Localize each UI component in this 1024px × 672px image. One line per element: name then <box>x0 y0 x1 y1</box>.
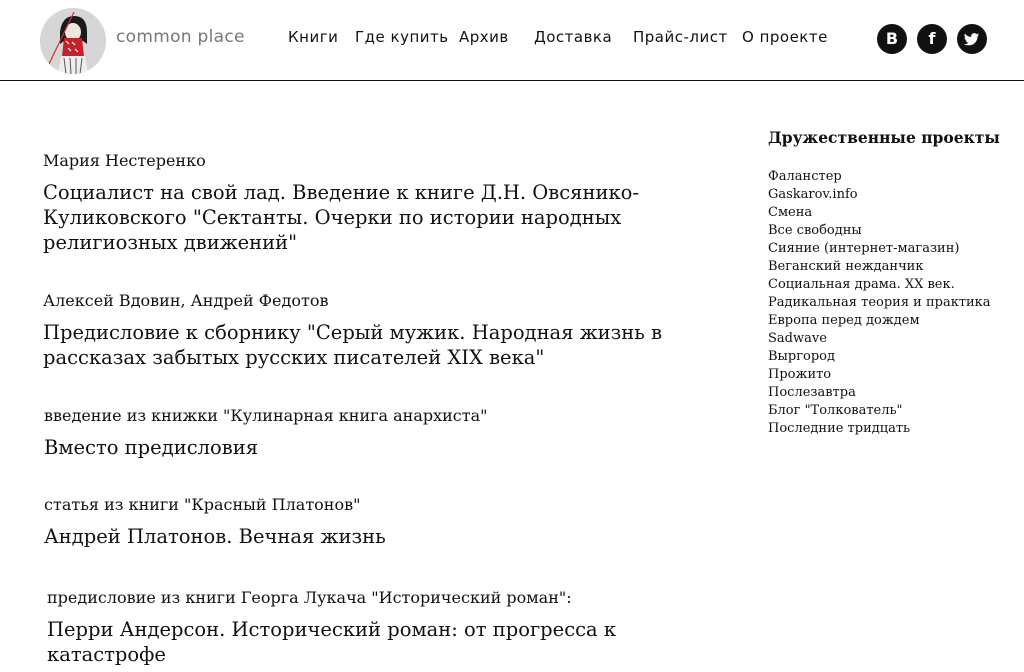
nav-archive[interactable]: Архив <box>459 28 509 46</box>
site-header <box>0 0 1024 81</box>
sidebar-link-vegan[interactable]: Веганский нежданчик <box>768 259 924 274</box>
nav-price-list[interactable]: Прайс-лист <box>633 28 728 46</box>
article-entry <box>43 151 723 255</box>
article-author: Мария Нестеренко <box>43 151 206 170</box>
article-author: статья из книги "Красный Платонов" <box>44 495 361 514</box>
nav-where-to-buy[interactable]: Где купить <box>355 28 449 46</box>
sidebar-link-tolkovatel[interactable]: Блог "Толкователь" <box>768 403 903 418</box>
twitter-icon[interactable] <box>957 24 987 54</box>
nav-books[interactable]: Книги <box>288 28 339 46</box>
sidebar-link-vse-svobodny[interactable]: Все свободны <box>768 223 862 238</box>
article-title-link[interactable]: Вместо предисловия <box>44 436 259 459</box>
article-title-link[interactable]: Социалист на свой лад. Введение к книге Д.Н. Овсянико-Куликовского "Сектанты. Очерки по истории народных религиозных движений" <box>43 181 639 254</box>
nav-about[interactable]: О проекте <box>742 28 828 46</box>
sidebar-link-prozhito[interactable]: Прожито <box>768 367 832 382</box>
article-author: Алексей Вдовин, Андрей Федотов <box>43 291 329 310</box>
article-title-link[interactable]: Андрей Платонов. Вечная жизнь <box>44 525 386 548</box>
article-title-link[interactable]: Перри Андерсон. Исторический роман: от прогресса к катастрофе <box>47 618 617 666</box>
sidebar-title: Дружественные проекты <box>768 128 1000 147</box>
article-entry <box>47 588 727 667</box>
sidebar-link-radical-theory[interactable]: Радикальная теория и практика <box>768 295 991 310</box>
sidebar-link-europe[interactable]: Европа перед дождем <box>768 313 920 328</box>
sidebar-link-sadwave[interactable]: Sadwave <box>768 331 827 346</box>
sidebar-link-gaskarov[interactable]: Gaskarov.info <box>768 187 858 202</box>
sidebar-link-smena[interactable]: Смена <box>768 205 813 220</box>
sidebar-link-last-thirty[interactable]: Последние тридцать <box>768 421 911 436</box>
article-entry <box>44 495 724 549</box>
facebook-icon[interactable]: f <box>917 24 947 54</box>
article-entry <box>44 406 724 460</box>
nav-delivery[interactable]: Доставка <box>534 28 613 46</box>
logo-portrait-icon <box>40 8 106 74</box>
friendly-projects-list <box>768 168 1008 438</box>
logo-image[interactable] <box>40 8 106 74</box>
sidebar-link-siyanie[interactable]: Сияние (интернет-магазин) <box>768 241 960 256</box>
sidebar-link-poslezavtra[interactable]: Послезавтра <box>768 385 856 400</box>
article-author: предисловие из книги Георга Лукача "Исторический роман": <box>47 588 572 607</box>
sidebar-link-vyrgorod[interactable]: Выргород <box>768 349 836 364</box>
article-title-link[interactable]: Предисловие к сборнику "Серый мужик. Народная жизнь в рассказах забытых русских писателей XIX века" <box>43 321 663 369</box>
sidebar-link-phalanster[interactable]: Фаланстер <box>768 169 842 184</box>
sidebar-link-social-drama[interactable]: Социальная драма. XX век. <box>768 277 955 292</box>
article-author: введение из книжки "Кулинарная книга анархиста" <box>44 406 488 425</box>
article-entry <box>43 291 723 370</box>
logo-text[interactable]: common place <box>116 27 245 47</box>
friendly-projects-sidebar <box>768 128 1008 438</box>
vk-icon[interactable]: B <box>877 24 907 54</box>
